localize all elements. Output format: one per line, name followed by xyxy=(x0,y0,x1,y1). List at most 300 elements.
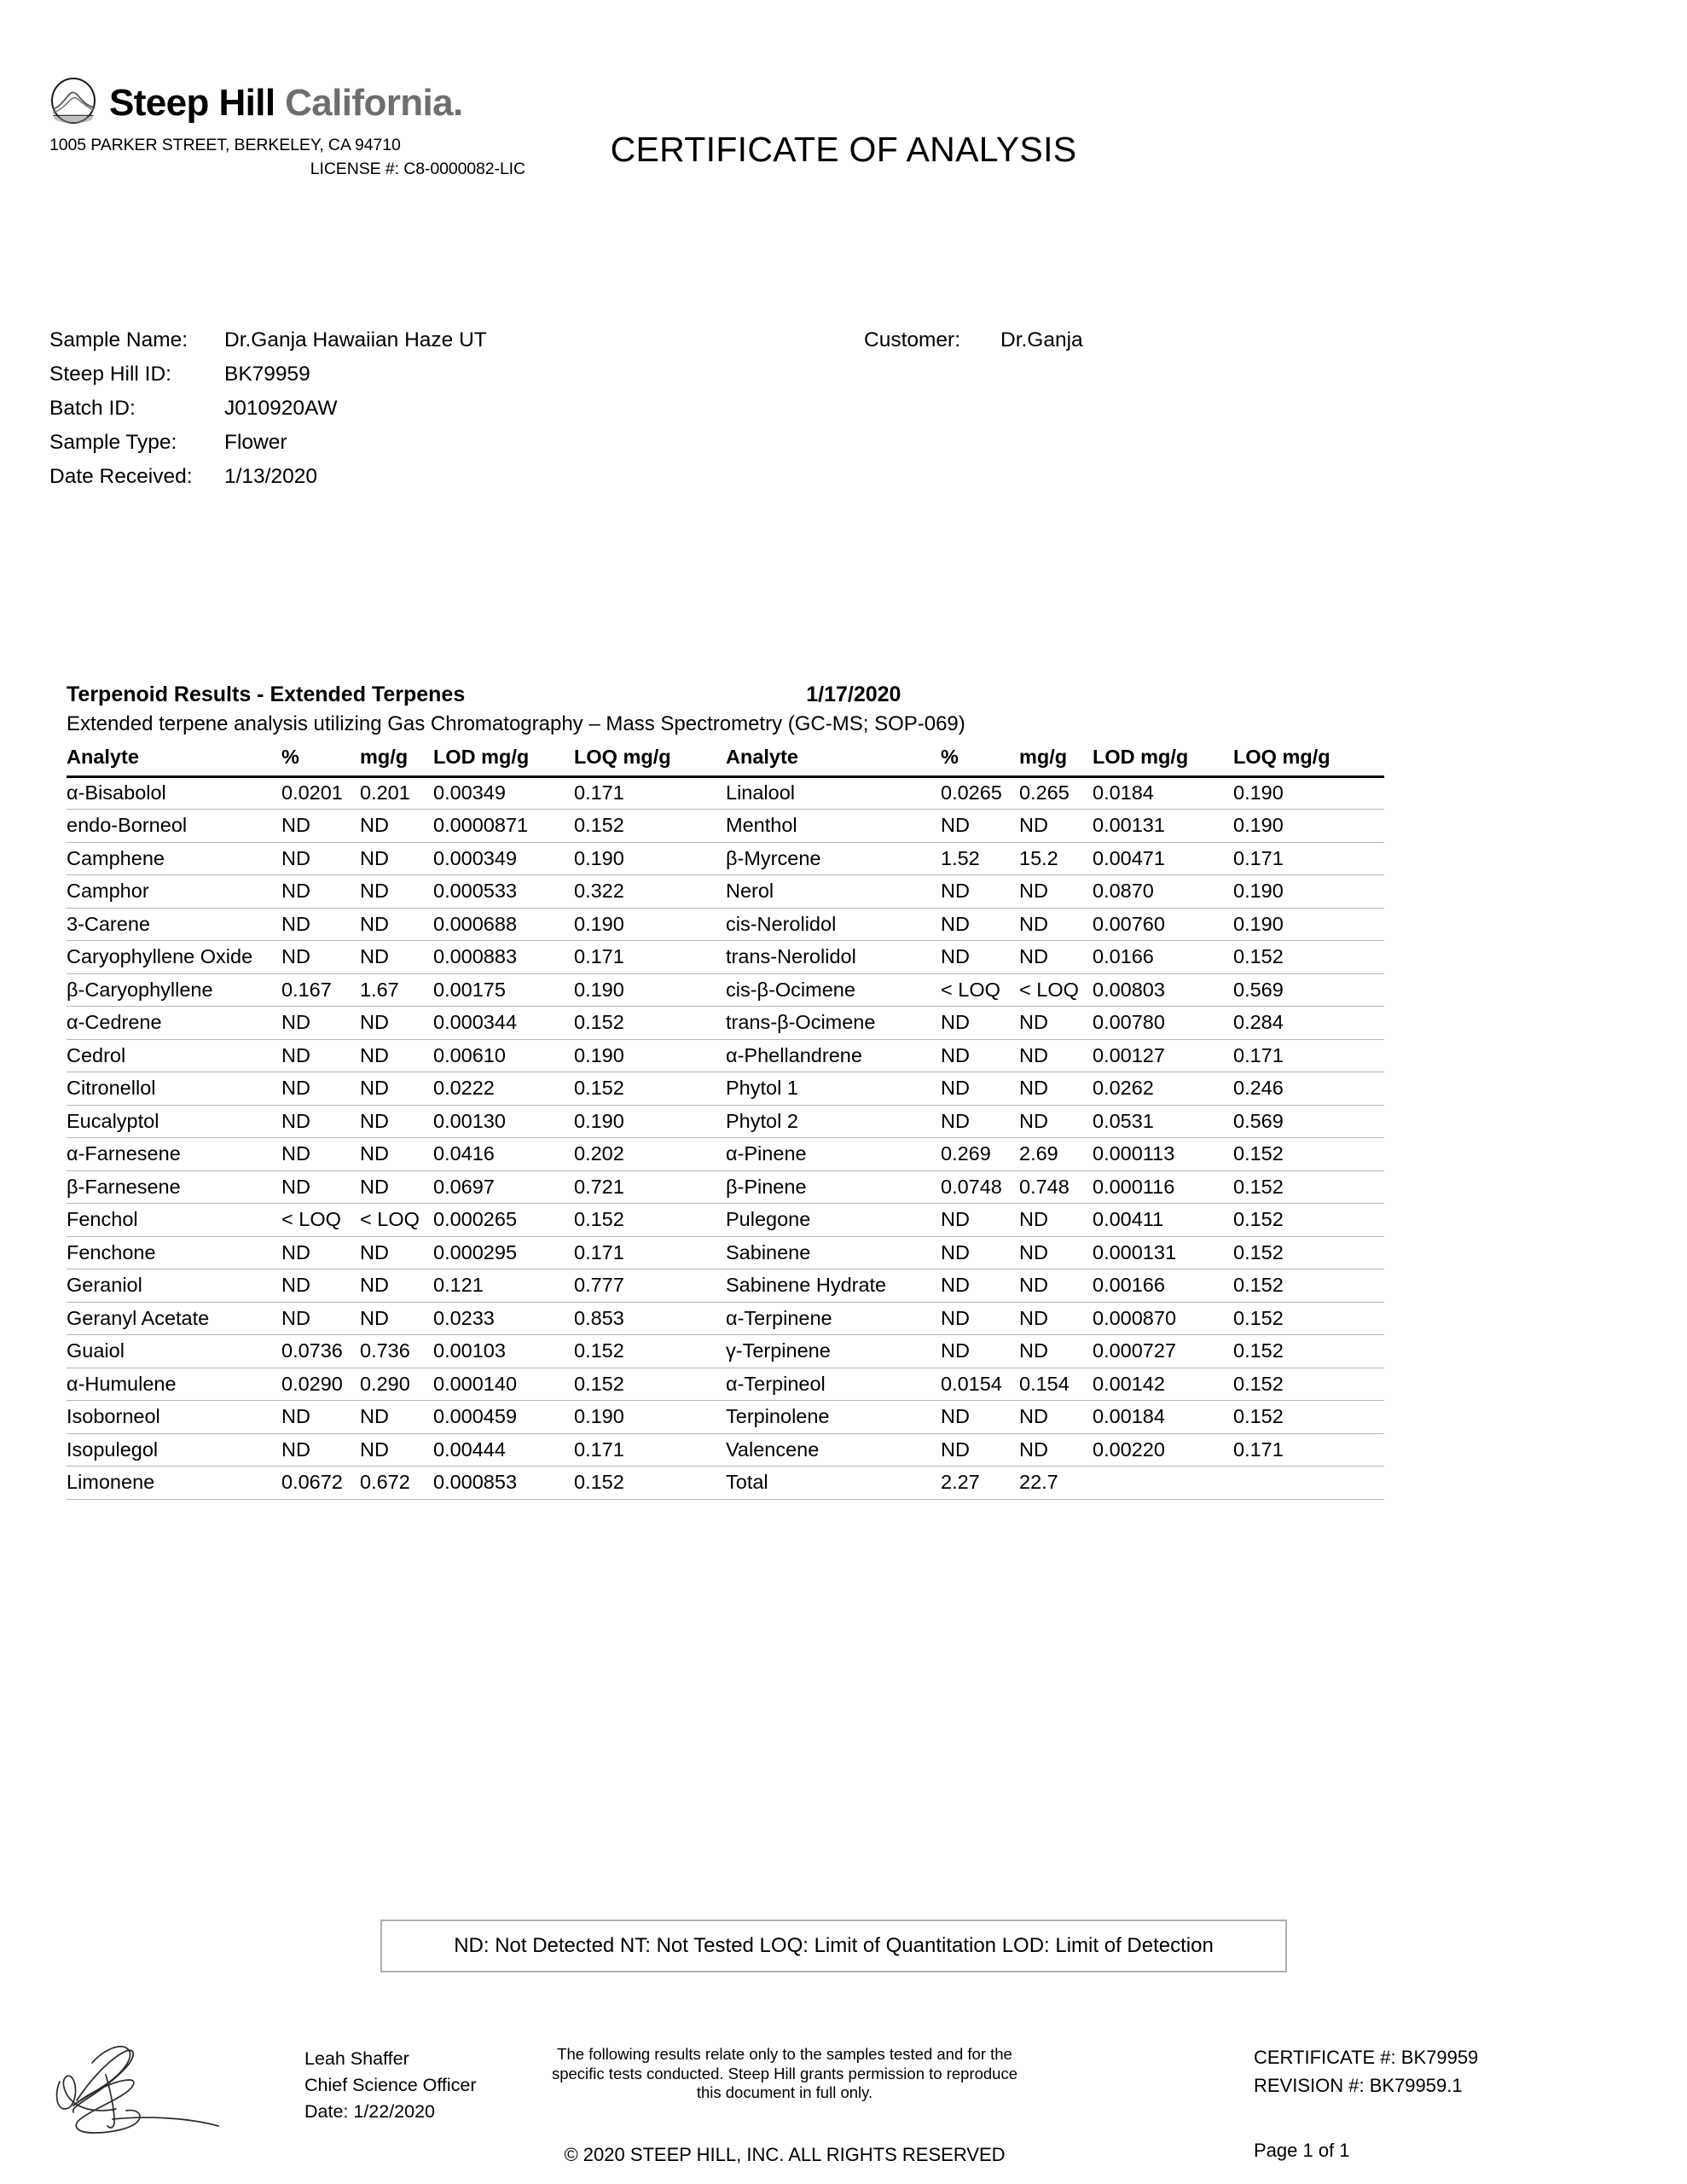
results-section-date: 1/17/2020 xyxy=(806,682,901,706)
cell-lod-left: 0.0222 xyxy=(433,1072,574,1106)
sample-info-row-date-received xyxy=(49,465,1644,499)
steep-hill-id-label: Steep Hill ID: xyxy=(49,363,171,386)
cell-mgg-left: ND xyxy=(360,1072,433,1106)
cell-analyte-right: trans-β-Ocimene xyxy=(726,1007,941,1040)
cell-analyte-right: β-Pinene xyxy=(726,1170,941,1204)
steep-hill-logo-icon xyxy=(49,77,97,129)
cell-loq-left: 0.171 xyxy=(574,941,726,974)
cell-mgg-right: ND xyxy=(1019,875,1093,909)
cell-mgg-left: 0.736 xyxy=(360,1335,433,1368)
cell-mgg-right: 0.265 xyxy=(1019,776,1093,810)
terpenoid-results-section xyxy=(67,682,1384,1500)
revision-number: REVISION #: BK79959.1 xyxy=(1254,2075,1463,2096)
table-row xyxy=(67,1433,1384,1467)
cell-percent-right: ND xyxy=(941,1236,1019,1269)
abbreviation-legend-text: ND: Not Detected NT: Not Tested LOQ: Limit of Quantitation LOD: Limit of Detection xyxy=(454,1934,1214,1957)
cell-percent-right: 0.0154 xyxy=(941,1368,1019,1401)
cell-loq-left: 0.190 xyxy=(574,1039,726,1072)
col-header-loq-right: LOQ mg/g xyxy=(1233,742,1384,776)
sample-info-row-sample-type xyxy=(49,431,1644,465)
cell-percent-left: ND xyxy=(281,1236,360,1269)
cell-mgg-left: 1.67 xyxy=(360,973,433,1007)
brand-california-text: California xyxy=(285,81,454,124)
cell-percent-right: < LOQ xyxy=(941,973,1019,1007)
cell-analyte-right: Phytol 1 xyxy=(726,1072,941,1106)
cell-loq-right: 0.152 xyxy=(1233,1368,1384,1401)
col-header-lod-right: LOD mg/g xyxy=(1093,742,1233,776)
cell-loq-left: 0.171 xyxy=(574,1433,726,1467)
cell-analyte-left: Limonene xyxy=(67,1467,281,1500)
table-header-row xyxy=(67,742,1384,776)
cell-analyte-right: Menthol xyxy=(726,810,941,843)
brand-trademark-dot: . xyxy=(453,81,463,124)
cell-loq-left: 0.152 xyxy=(574,810,726,843)
cell-analyte-left: endo-Borneol xyxy=(67,810,281,843)
table-row xyxy=(67,1302,1384,1335)
cell-loq-right: 0.190 xyxy=(1233,875,1384,909)
cell-lod-right: 0.000727 xyxy=(1093,1335,1233,1368)
cell-percent-left: ND xyxy=(281,1269,360,1303)
table-row xyxy=(67,908,1384,941)
cell-loq-right: 0.152 xyxy=(1233,1236,1384,1269)
steep-hill-id-value: BK79959 xyxy=(224,363,310,386)
col-header-mgg-left: mg/g xyxy=(360,742,433,776)
cell-mgg-left: ND xyxy=(360,908,433,941)
table-row xyxy=(67,1170,1384,1204)
table-row xyxy=(67,1039,1384,1072)
cell-lod-left: 0.00610 xyxy=(433,1039,574,1072)
cell-loq-right: 0.152 xyxy=(1233,1138,1384,1171)
cell-loq-right: 0.152 xyxy=(1233,1401,1384,1434)
cell-mgg-right: 2.69 xyxy=(1019,1138,1093,1171)
col-header-loq-left: LOQ mg/g xyxy=(574,742,726,776)
table-row xyxy=(67,1105,1384,1138)
cell-mgg-left: ND xyxy=(360,941,433,974)
cell-analyte-left: Caryophyllene Oxide xyxy=(67,941,281,974)
cell-percent-right: ND xyxy=(941,941,1019,974)
cell-mgg-left: 0.672 xyxy=(360,1467,433,1500)
cell-analyte-left: Isopulegol xyxy=(67,1433,281,1467)
cell-mgg-left: ND xyxy=(360,1269,433,1303)
cell-loq-left: 0.721 xyxy=(574,1170,726,1204)
cell-loq-right: 0.152 xyxy=(1233,1269,1384,1303)
date-received-label: Date Received: xyxy=(49,465,193,488)
cell-percent-right: ND xyxy=(941,1269,1019,1303)
cell-percent-left: 0.0201 xyxy=(281,776,360,810)
cell-lod-right: 0.0262 xyxy=(1093,1072,1233,1106)
cell-analyte-right: α-Pinene xyxy=(726,1138,941,1171)
cell-lod-left: 0.000295 xyxy=(433,1236,574,1269)
cell-analyte-right: Terpinolene xyxy=(726,1401,941,1434)
table-row xyxy=(67,973,1384,1007)
cell-lod-left: 0.00103 xyxy=(433,1335,574,1368)
cell-lod-left: 0.000533 xyxy=(433,875,574,909)
cell-loq-left: 0.190 xyxy=(574,973,726,1007)
col-header-mgg-right: mg/g xyxy=(1019,742,1093,776)
cell-loq-left: 0.171 xyxy=(574,1236,726,1269)
cell-mgg-right: 0.154 xyxy=(1019,1368,1093,1401)
cell-mgg-right: 15.2 xyxy=(1019,842,1093,875)
col-header-lod-left: LOD mg/g xyxy=(433,742,574,776)
cell-loq-right: 0.284 xyxy=(1233,1007,1384,1040)
cell-lod-left: 0.000688 xyxy=(433,908,574,941)
signer-date: Date: 1/22/2020 xyxy=(304,2101,436,2122)
cell-lod-left: 0.00444 xyxy=(433,1433,574,1467)
cell-percent-right: ND xyxy=(941,1105,1019,1138)
table-body xyxy=(67,776,1384,1499)
cell-analyte-right: α-Terpinene xyxy=(726,1302,941,1335)
brand-wordmark xyxy=(109,81,463,124)
table-row xyxy=(67,1236,1384,1269)
cell-loq-right: 0.171 xyxy=(1233,1039,1384,1072)
cell-lod-left: 0.0416 xyxy=(433,1138,574,1171)
table-row xyxy=(67,1138,1384,1171)
cell-loq-right: 0.152 xyxy=(1233,941,1384,974)
table-row xyxy=(67,810,1384,843)
cell-percent-left: ND xyxy=(281,810,360,843)
cell-percent-right: 0.0748 xyxy=(941,1170,1019,1204)
col-header-analyte-left: Analyte xyxy=(67,742,281,776)
cell-lod-right: 0.000113 xyxy=(1093,1138,1233,1171)
cell-analyte-right: cis-Nerolidol xyxy=(726,908,941,941)
table-row xyxy=(67,1269,1384,1303)
cell-lod-left: 0.121 xyxy=(433,1269,574,1303)
table-row xyxy=(67,1007,1384,1040)
cell-lod-left: 0.00175 xyxy=(433,973,574,1007)
cell-lod-right xyxy=(1093,1467,1233,1500)
cell-analyte-right: α-Phellandrene xyxy=(726,1039,941,1072)
cell-loq-right: 0.246 xyxy=(1233,1072,1384,1106)
cell-mgg-right: ND xyxy=(1019,1433,1093,1467)
cell-loq-left: 0.152 xyxy=(574,1467,726,1500)
cell-percent-left: ND xyxy=(281,1302,360,1335)
col-header-analyte-right: Analyte xyxy=(726,742,941,776)
cell-lod-right: 0.00803 xyxy=(1093,973,1233,1007)
cell-loq-left: 0.190 xyxy=(574,842,726,875)
cell-lod-right: 0.0166 xyxy=(1093,941,1233,974)
cell-percent-left: ND xyxy=(281,875,360,909)
cell-analyte-left: Fenchol xyxy=(67,1204,281,1237)
cell-percent-right: 0.0265 xyxy=(941,776,1019,810)
cell-loq-right: 0.569 xyxy=(1233,973,1384,1007)
cell-mgg-right: ND xyxy=(1019,1401,1093,1434)
cell-percent-left: ND xyxy=(281,1007,360,1040)
cell-loq-right: 0.190 xyxy=(1233,908,1384,941)
cell-lod-left: 0.000349 xyxy=(433,842,574,875)
cell-lod-right: 0.00127 xyxy=(1093,1039,1233,1072)
cell-analyte-right: Total xyxy=(726,1467,941,1500)
cell-loq-left: 0.853 xyxy=(574,1302,726,1335)
table-row xyxy=(67,1335,1384,1368)
cell-percent-left: ND xyxy=(281,1401,360,1434)
cell-percent-left: ND xyxy=(281,1138,360,1171)
cell-loq-right: 0.171 xyxy=(1233,1433,1384,1467)
cell-percent-right: 1.52 xyxy=(941,842,1019,875)
certificate-meta-block xyxy=(1254,2043,1478,2100)
cell-mgg-right: ND xyxy=(1019,1302,1093,1335)
cell-percent-left: 0.167 xyxy=(281,973,360,1007)
customer-label: Customer: xyxy=(864,328,961,351)
cell-lod-right: 0.00760 xyxy=(1093,908,1233,941)
cell-analyte-right: β-Myrcene xyxy=(726,842,941,875)
cell-percent-right: 0.269 xyxy=(941,1138,1019,1171)
cell-analyte-right: Linalool xyxy=(726,776,941,810)
signer-name: Leah Shaffer xyxy=(304,2048,409,2069)
table-row xyxy=(67,1467,1384,1500)
cell-lod-left: 0.000140 xyxy=(433,1368,574,1401)
cell-lod-left: 0.0000871 xyxy=(433,810,574,843)
cell-loq-left: 0.152 xyxy=(574,1204,726,1237)
cell-mgg-right: ND xyxy=(1019,908,1093,941)
terpenoid-results-table xyxy=(67,742,1384,1500)
cell-percent-right: ND xyxy=(941,1433,1019,1467)
cell-mgg-left: ND xyxy=(360,842,433,875)
cell-lod-right: 0.000131 xyxy=(1093,1236,1233,1269)
cell-analyte-left: Cedrol xyxy=(67,1039,281,1072)
cell-lod-right: 0.000116 xyxy=(1093,1170,1233,1204)
cell-lod-left: 0.0697 xyxy=(433,1170,574,1204)
cell-lod-left: 0.000853 xyxy=(433,1467,574,1500)
cell-lod-left: 0.00349 xyxy=(433,776,574,810)
cell-analyte-left: Geraniol xyxy=(67,1269,281,1303)
cell-lod-right: 0.00411 xyxy=(1093,1204,1233,1237)
cell-percent-left: ND xyxy=(281,1072,360,1106)
cell-percent-right: ND xyxy=(941,1072,1019,1106)
cell-lod-left: 0.0233 xyxy=(433,1302,574,1335)
cell-mgg-right: ND xyxy=(1019,1335,1093,1368)
cell-lod-right: 0.00780 xyxy=(1093,1007,1233,1040)
sample-info-row-sample-name xyxy=(49,328,1644,363)
cell-percent-left: ND xyxy=(281,908,360,941)
cell-loq-right: 0.152 xyxy=(1233,1335,1384,1368)
cell-mgg-left: ND xyxy=(360,1302,433,1335)
cell-analyte-right: Nerol xyxy=(726,875,941,909)
cell-loq-right: 0.152 xyxy=(1233,1302,1384,1335)
cell-lod-right: 0.000870 xyxy=(1093,1302,1233,1335)
cell-analyte-left: β-Farnesene xyxy=(67,1170,281,1204)
cell-loq-right: 0.190 xyxy=(1233,776,1384,810)
sample-name-value: Dr.Ganja Hawaiian Haze UT xyxy=(224,328,487,351)
table-row xyxy=(67,776,1384,810)
cell-percent-right: 2.27 xyxy=(941,1467,1019,1500)
cell-analyte-left: β-Caryophyllene xyxy=(67,973,281,1007)
sample-type-label: Sample Type: xyxy=(49,431,177,454)
cell-loq-right: 0.190 xyxy=(1233,810,1384,843)
cell-loq-right: 0.569 xyxy=(1233,1105,1384,1138)
cell-mgg-left: ND xyxy=(360,1236,433,1269)
footer-disclaimer: The following results relate only to the samples tested and for the specific tests conducted. Steep Hill grants permission to reproduce this document in full only. xyxy=(551,2045,1018,2101)
customer-value: Dr.Ganja xyxy=(1000,328,1083,351)
cell-analyte-left: α-Cedrene xyxy=(67,1007,281,1040)
cell-lod-right: 0.00184 xyxy=(1093,1401,1233,1434)
cell-percent-right: ND xyxy=(941,875,1019,909)
cell-percent-left: ND xyxy=(281,941,360,974)
cell-percent-left: 0.0672 xyxy=(281,1467,360,1500)
document-header xyxy=(0,0,1687,213)
cell-lod-right: 0.0870 xyxy=(1093,875,1233,909)
results-heading-row xyxy=(67,682,1384,707)
cell-loq-right: 0.152 xyxy=(1233,1170,1384,1204)
cell-lod-left: 0.000883 xyxy=(433,941,574,974)
cell-mgg-right: 22.7 xyxy=(1019,1467,1093,1500)
cell-lod-right: 0.00166 xyxy=(1093,1269,1233,1303)
cell-lod-right: 0.0531 xyxy=(1093,1105,1233,1138)
cell-mgg-right: < LOQ xyxy=(1019,973,1093,1007)
col-header-percent-right: % xyxy=(941,742,1019,776)
table-row xyxy=(67,842,1384,875)
date-received-value: 1/13/2020 xyxy=(224,465,317,488)
cell-mgg-right: ND xyxy=(1019,1039,1093,1072)
cell-mgg-left: 0.201 xyxy=(360,776,433,810)
cell-analyte-left: Guaiol xyxy=(67,1335,281,1368)
cell-loq-left: 0.152 xyxy=(574,1072,726,1106)
brand-row xyxy=(49,77,578,129)
table-row xyxy=(67,1072,1384,1106)
cell-mgg-right: ND xyxy=(1019,1204,1093,1237)
cell-mgg-right: ND xyxy=(1019,1269,1093,1303)
table-row xyxy=(67,1401,1384,1434)
sample-info-row-steep-hill-id xyxy=(49,363,1644,397)
signer-block xyxy=(304,2046,477,2125)
batch-id-label: Batch ID: xyxy=(49,397,136,420)
cell-percent-right: ND xyxy=(941,1335,1019,1368)
cell-mgg-right: ND xyxy=(1019,1236,1093,1269)
cell-mgg-right: 0.748 xyxy=(1019,1170,1093,1204)
cell-analyte-right: Pulegone xyxy=(726,1204,941,1237)
cell-analyte-right: trans-Nerolidol xyxy=(726,941,941,974)
cell-percent-left: ND xyxy=(281,1170,360,1204)
cell-percent-left: 0.0290 xyxy=(281,1368,360,1401)
cell-analyte-left: Eucalyptol xyxy=(67,1105,281,1138)
cell-loq-left: 0.190 xyxy=(574,1401,726,1434)
cell-percent-left: < LOQ xyxy=(281,1204,360,1237)
cell-loq-left: 0.190 xyxy=(574,1105,726,1138)
page-title: CERTIFICATE OF ANALYSIS xyxy=(610,130,1077,169)
cell-percent-left: 0.0736 xyxy=(281,1335,360,1368)
sample-info-block xyxy=(49,328,1644,499)
cell-mgg-right: ND xyxy=(1019,941,1093,974)
cell-percent-right: ND xyxy=(941,908,1019,941)
cell-lod-left: 0.00130 xyxy=(433,1105,574,1138)
cell-analyte-right: Sabinene xyxy=(726,1236,941,1269)
cell-analyte-left: α-Bisabolol xyxy=(67,776,281,810)
document-footer xyxy=(0,2022,1687,2184)
sample-type-value: Flower xyxy=(224,431,287,454)
cell-loq-left: 0.777 xyxy=(574,1269,726,1303)
col-header-percent-left: % xyxy=(281,742,360,776)
cell-analyte-left: Isoborneol xyxy=(67,1401,281,1434)
cell-lod-left: 0.000344 xyxy=(433,1007,574,1040)
table-row xyxy=(67,941,1384,974)
cell-analyte-right: γ-Terpinene xyxy=(726,1335,941,1368)
cell-loq-left: 0.152 xyxy=(574,1007,726,1040)
cell-analyte-left: Fenchone xyxy=(67,1236,281,1269)
page-number: Page 1 of 1 xyxy=(1254,2140,1350,2161)
table-row xyxy=(67,1368,1384,1401)
cell-analyte-left: α-Humulene xyxy=(67,1368,281,1401)
cell-loq-left: 0.152 xyxy=(574,1368,726,1401)
cell-loq-left: 0.202 xyxy=(574,1138,726,1171)
cell-mgg-left: ND xyxy=(360,1138,433,1171)
cell-loq-left: 0.152 xyxy=(574,1335,726,1368)
cell-mgg-left: ND xyxy=(360,1401,433,1434)
cell-lod-right: 0.00131 xyxy=(1093,810,1233,843)
cell-lod-left: 0.000459 xyxy=(433,1401,574,1434)
cell-analyte-right: Sabinene Hydrate xyxy=(726,1269,941,1303)
cell-analyte-right: α-Terpineol xyxy=(726,1368,941,1401)
results-section-title: Terpenoid Results - Extended Terpenes xyxy=(67,682,466,706)
brand-steephill-text: Steep Hill xyxy=(109,81,275,124)
cell-analyte-left: Geranyl Acetate xyxy=(67,1302,281,1335)
results-method-note: Extended terpene analysis utilizing Gas Chromatography – Mass Spectrometry (GC-MS; SOP-069) xyxy=(67,712,965,735)
cell-lod-right: 0.00220 xyxy=(1093,1433,1233,1467)
cell-lod-right: 0.00471 xyxy=(1093,842,1233,875)
cell-mgg-left: ND xyxy=(360,875,433,909)
abbreviation-legend-box xyxy=(380,1920,1287,1972)
cell-mgg-left: ND xyxy=(360,1007,433,1040)
cell-loq-right: 0.152 xyxy=(1233,1204,1384,1237)
cell-analyte-left: Citronellol xyxy=(67,1072,281,1106)
cell-percent-left: ND xyxy=(281,842,360,875)
cell-percent-right: ND xyxy=(941,1007,1019,1040)
cell-mgg-right: ND xyxy=(1019,1072,1093,1106)
batch-id-value: J010920AW xyxy=(224,397,338,420)
cell-analyte-left: Camphene xyxy=(67,842,281,875)
sample-name-label: Sample Name: xyxy=(49,328,188,351)
sample-info-row-batch-id xyxy=(49,397,1644,431)
cell-mgg-right: ND xyxy=(1019,1007,1093,1040)
footer-copyright: © 2020 STEEP HILL, INC. ALL RIGHTS RESERVED xyxy=(564,2144,1006,2165)
cell-loq-left: 0.322 xyxy=(574,875,726,909)
cell-mgg-left: ND xyxy=(360,1039,433,1072)
signature-image xyxy=(51,2030,316,2158)
cell-mgg-left: ND xyxy=(360,1105,433,1138)
certificate-number: CERTIFICATE #: BK79959 xyxy=(1254,2047,1479,2068)
table-header xyxy=(67,742,1384,776)
cell-percent-left: ND xyxy=(281,1433,360,1467)
cell-percent-right: ND xyxy=(941,1302,1019,1335)
lab-address: 1005 PARKER STREET, BERKELEY, CA 94710 xyxy=(49,136,401,154)
cell-percent-right: ND xyxy=(941,1039,1019,1072)
cell-mgg-left: ND xyxy=(360,1433,433,1467)
cell-analyte-right: cis-β-Ocimene xyxy=(726,973,941,1007)
cell-analyte-left: Camphor xyxy=(67,875,281,909)
cell-percent-left: ND xyxy=(281,1105,360,1138)
cell-mgg-left: 0.290 xyxy=(360,1368,433,1401)
cell-percent-left: ND xyxy=(281,1039,360,1072)
cell-mgg-right: ND xyxy=(1019,810,1093,843)
cell-lod-left: 0.000265 xyxy=(433,1204,574,1237)
cell-percent-right: ND xyxy=(941,810,1019,843)
cell-analyte-left: α-Farnesene xyxy=(67,1138,281,1171)
cell-percent-right: ND xyxy=(941,1204,1019,1237)
cell-mgg-left: ND xyxy=(360,1170,433,1204)
cell-analyte-left: 3-Carene xyxy=(67,908,281,941)
cell-mgg-left: < LOQ xyxy=(360,1204,433,1237)
cell-mgg-left: ND xyxy=(360,810,433,843)
cell-percent-right: ND xyxy=(941,1401,1019,1434)
cell-loq-left: 0.171 xyxy=(574,776,726,810)
cell-mgg-right: ND xyxy=(1019,1105,1093,1138)
cell-analyte-right: Valencene xyxy=(726,1433,941,1467)
lab-license-number: LICENSE #: C8-0000082-LIC xyxy=(310,160,525,178)
cell-lod-right: 0.0184 xyxy=(1093,776,1233,810)
table-row xyxy=(67,875,1384,909)
signer-title: Chief Science Officer xyxy=(304,2075,477,2095)
cell-analyte-right: Phytol 2 xyxy=(726,1105,941,1138)
table-row xyxy=(67,1204,1384,1237)
cell-lod-right: 0.00142 xyxy=(1093,1368,1233,1401)
